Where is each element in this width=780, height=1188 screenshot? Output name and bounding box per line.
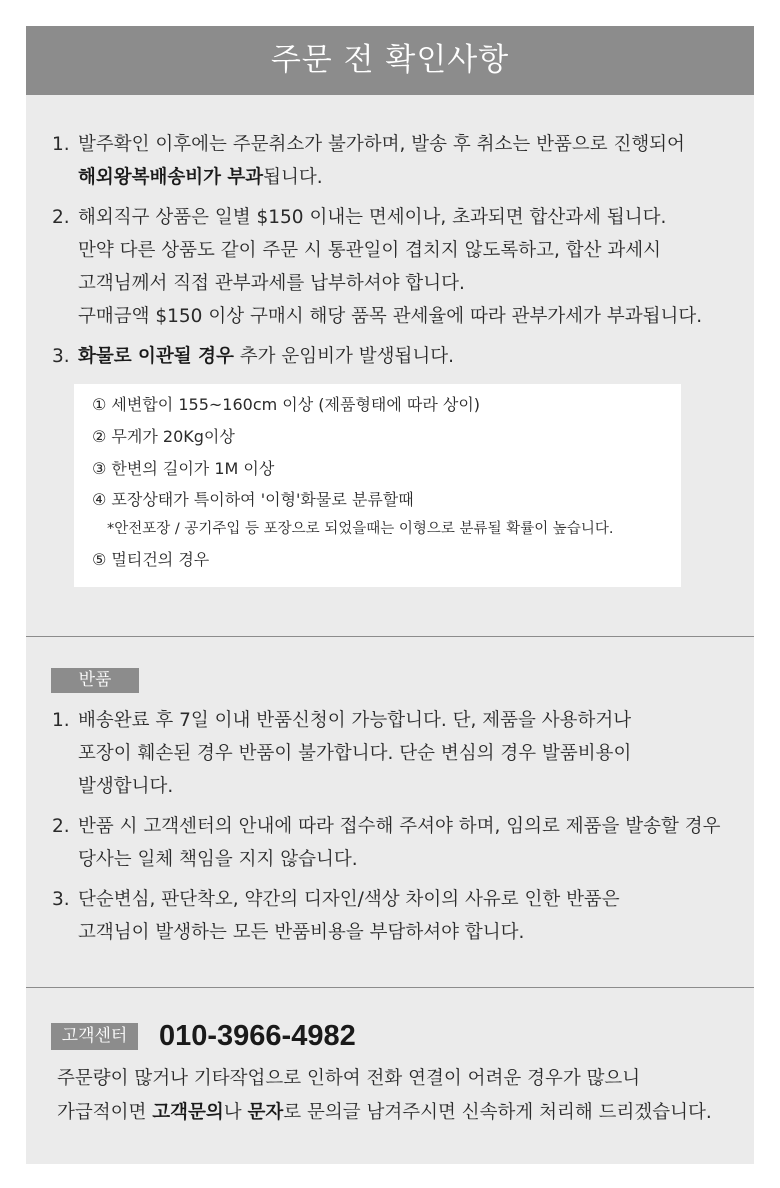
note-line: ② 무게가 20Kg이상 bbox=[92, 427, 235, 446]
list-item bbox=[52, 340, 702, 373]
body-text: 나 bbox=[223, 1102, 248, 1123]
item-number: 3. bbox=[52, 346, 70, 367]
body-text: 당사는 일체 책임을 지지 않습니다. bbox=[78, 849, 358, 870]
body-text: 만약 다른 상품도 같이 주문 시 통관일이 겹치지 않도록하고, 합산 과세시 bbox=[78, 240, 661, 261]
phone-number: 010-3966-4982 bbox=[159, 1020, 356, 1052]
item-line bbox=[78, 161, 702, 194]
body-text: 반품 시 고객센터의 안내에 따라 접수해 주셔야 하며, 임의로 제품을 발송할 경우 bbox=[78, 816, 721, 837]
note-subline: *안전포장 / 공기주입 등 포장으로 되었을때는 이형으로 분류될 확률이 높습니다. bbox=[107, 521, 614, 537]
item-line bbox=[78, 770, 720, 803]
customer-center-line bbox=[57, 1062, 640, 1095]
item-line bbox=[78, 128, 702, 161]
item-line bbox=[78, 843, 720, 876]
item-line bbox=[78, 300, 702, 333]
emphasis-text: 문자 bbox=[247, 1102, 284, 1123]
body-text: 포장이 훼손된 경우 반품이 불가합니다. 단순 변심의 경우 발품비용이 bbox=[78, 743, 632, 764]
body-text: 해외직구 상품은 일별 $150 이내는 면세이나, 초과되면 합산과세 됩니다. bbox=[78, 207, 667, 228]
list-item bbox=[52, 704, 720, 803]
list-item bbox=[52, 810, 720, 876]
list-item bbox=[52, 883, 720, 949]
section-divider bbox=[26, 987, 754, 988]
body-text: 주문량이 많거나 기타작업으로 인하여 전화 연결이 어려운 경우가 많으니 bbox=[57, 1068, 641, 1089]
item-number: 2. bbox=[52, 816, 70, 837]
item-number: 3. bbox=[52, 889, 70, 910]
item-line bbox=[78, 810, 720, 843]
item-line bbox=[78, 267, 702, 300]
body-text: 됩니다. bbox=[263, 167, 323, 188]
emphasis-text: 해외왕복배송비가 부과 bbox=[78, 167, 264, 188]
returns-tag: 반품 bbox=[51, 668, 139, 693]
section-divider bbox=[26, 636, 754, 637]
note-line: ③ 한변의 길이가 1M 이상 bbox=[92, 459, 275, 478]
emphasis-text: 화물로 이관될 경우 bbox=[78, 346, 234, 367]
body-text: 추가 운임비가 발생됩니다. bbox=[233, 346, 454, 367]
body-text: 배송완료 후 7일 이내 반품신청이 가능합니다. 단, 제품을 사용하거나 bbox=[78, 710, 632, 731]
item-number: 1. bbox=[52, 134, 70, 155]
notice-panel bbox=[26, 26, 754, 1164]
note-line: ① 세변합이 155~160cm 이상 (제품형태에 따라 상이) bbox=[92, 395, 481, 414]
note-line: ④ 포장상태가 특이하여 '이형'화물로 분류할때 bbox=[92, 490, 414, 509]
item-line bbox=[78, 737, 720, 770]
item-line bbox=[78, 201, 702, 234]
body-text: 구매금액 $150 이상 구매시 해당 품목 관세율에 따라 관부가세가 부과됩니다. bbox=[78, 306, 703, 327]
oversize-notes-box bbox=[74, 384, 681, 587]
body-text: 발주확인 이후에는 주문취소가 불가하며, 발송 후 취소는 반품으로 진행되어 bbox=[78, 134, 685, 155]
precautions-list bbox=[52, 128, 702, 373]
item-line bbox=[78, 883, 720, 916]
item-line bbox=[78, 340, 702, 373]
item-line bbox=[78, 916, 720, 949]
item-number: 1. bbox=[52, 710, 70, 731]
returns-list bbox=[52, 704, 720, 949]
body-text: 로 문의글 남겨주시면 신속하게 처리해 드리겠습니다. bbox=[283, 1102, 712, 1123]
item-line bbox=[78, 234, 702, 267]
list-item bbox=[52, 201, 702, 333]
note-line: ⑤ 멀티건의 경우 bbox=[92, 550, 210, 569]
item-line bbox=[78, 704, 720, 737]
body-text: 고객님께서 직접 관부과세를 납부하셔야 합니다. bbox=[78, 273, 465, 294]
body-text: 고객님이 발생하는 모든 반품비용을 부담하셔야 합니다. bbox=[78, 922, 525, 943]
page-title: 주문 전 확인사항 bbox=[26, 26, 754, 95]
body-text: 가급적이면 bbox=[57, 1102, 153, 1123]
list-item bbox=[52, 128, 702, 194]
body-text: 단순변심, 판단착오, 약간의 디자인/색상 차이의 사유로 인한 반품은 bbox=[78, 889, 620, 910]
item-number: 2. bbox=[52, 207, 70, 228]
customer-center-tag: 고객센터 bbox=[51, 1023, 138, 1050]
customer-center-line bbox=[57, 1096, 712, 1129]
emphasis-text: 고객문의 bbox=[152, 1102, 224, 1123]
body-text: 발생합니다. bbox=[78, 776, 174, 797]
